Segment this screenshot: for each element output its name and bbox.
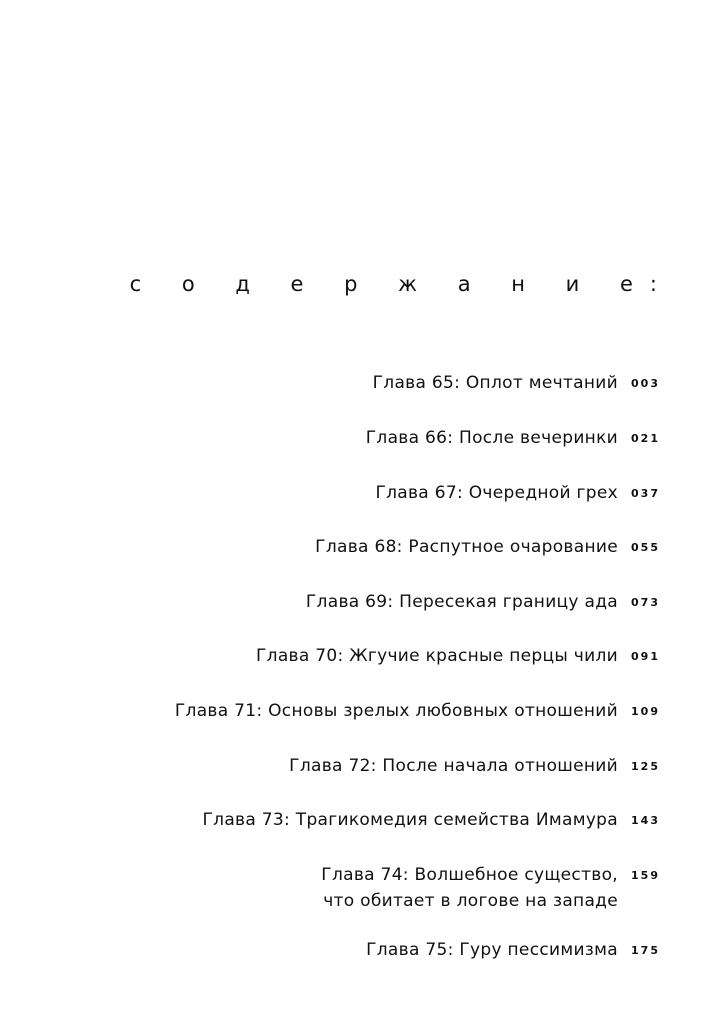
toc-entry-73 (203, 807, 661, 834)
chapter-title (321, 862, 618, 914)
chapter-page-number: 175 (631, 944, 660, 957)
toc-entry-67 (375, 480, 660, 507)
chapter-title: Глава 75: Гуру пессимизма (366, 940, 618, 960)
toc-entry-70 (256, 643, 660, 670)
chapter-title: Глава 71: Основы зрелых любовных отношений (174, 701, 618, 721)
toc-entry-72 (289, 753, 660, 780)
chapter-page-number: 125 (631, 760, 660, 773)
chapter-page-number: 143 (631, 814, 660, 827)
toc-entry-68 (315, 534, 660, 561)
chapter-title: Глава 65: Оплот мечтаний (372, 373, 618, 393)
chapter-title: Глава 72: После начала отношений (289, 756, 618, 776)
toc-heading: с о д е р ж а н и е: (129, 272, 674, 296)
toc-entry-75 (366, 937, 660, 964)
toc-entry-74 (321, 862, 660, 914)
chapter-page-number: 037 (631, 487, 660, 500)
toc-entry-66 (366, 425, 660, 452)
chapter-title: Глава 67: Очередной грех (375, 483, 618, 503)
chapter-title: Глава 66: После вечеринки (365, 428, 618, 448)
chapter-page-number: 003 (631, 377, 660, 390)
chapter-title: Глава 68: Распутное очарование (315, 537, 618, 557)
chapter-title-line-2: что обитает в логове на западе (323, 891, 618, 911)
toc-entry-65 (373, 370, 660, 397)
chapter-title: Глава 69: Пересекая границу ада (305, 592, 618, 612)
chapter-page-number: 091 (631, 650, 660, 663)
chapter-page-number: 021 (631, 432, 660, 445)
chapter-title: Глава 70: Жгучие красные перцы чили (255, 646, 618, 666)
chapter-title-line-1: Глава 74: Волшебное существо, (321, 865, 618, 885)
chapter-page-number: 109 (631, 705, 660, 718)
chapter-title: Глава 73: Трагикомедия семейства Имамура (202, 810, 618, 830)
chapter-page-number: 055 (631, 541, 660, 554)
chapter-page-number: 159 (631, 869, 660, 882)
toc-entry-71 (175, 698, 660, 725)
toc-entry-69 (306, 589, 660, 616)
chapter-page-number: 073 (631, 596, 660, 609)
